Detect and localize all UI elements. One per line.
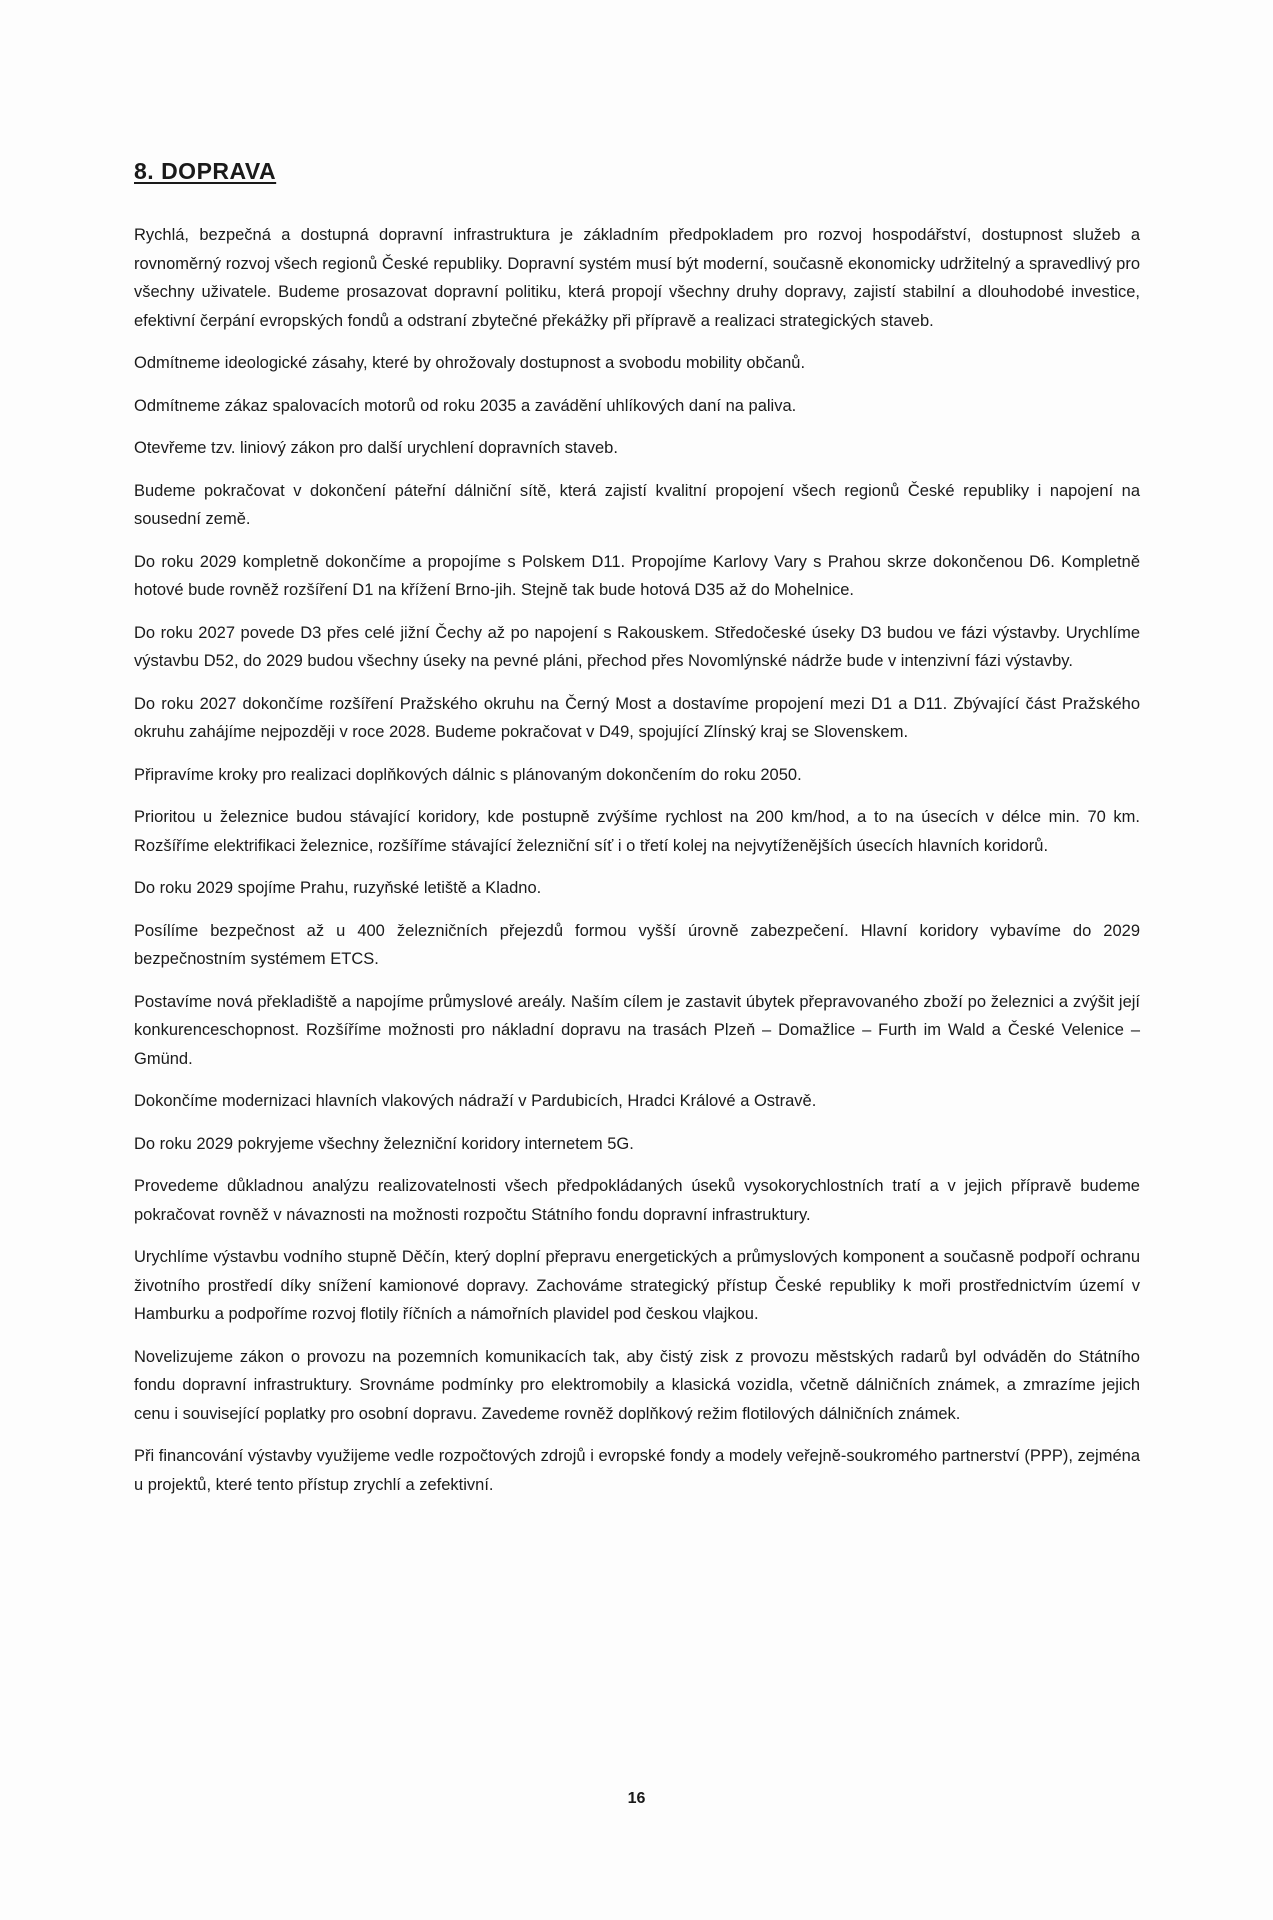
- paragraph: Do roku 2029 spojíme Prahu, ruzyňské letiště a Kladno.: [134, 879, 542, 897]
- page-content: [134, 158, 1140, 1513]
- section-heading: 8. DOPRAVA: [134, 158, 277, 184]
- paragraph: Do roku 2029 kompletně dokončíme a propojíme s Polskem D11. Propojíme Karlovy Vary s Prahou skrze dokončenou D6. Kompletně hotové bude rovněž rozšíření D1 na křížení Brno-jih. Stejně tak bude hotová D35 až do Mohelnice.: [134, 552, 1140, 599]
- paragraph: Otevřeme tzv. liniový zákon pro další urychlení dopravních staveb.: [134, 439, 618, 457]
- paragraph: Do roku 2027 dokončíme rozšíření Pražského okruhu na Černý Most a dostavíme propojení mezi D1 a D11. Zbývající část Pražského okruhu zahájíme nejpozději v roce 2028. Budeme pokračovat v D49, spojující Zlínský kraj se Slovenskem.: [134, 694, 1140, 741]
- paragraph: Dokončíme modernizaci hlavních vlakových nádraží v Pardubicích, Hradci Králové a Ostravě.: [134, 1092, 817, 1110]
- paragraph: Urychlíme výstavbu vodního stupně Děčín, který doplní přepravu energetických a průmyslových komponent a současně podpoří ochranu životního prostředí díky snížení kamionové dopravy. Zachováme strategický přístup České republiky k moři prostřednictvím území v Hamburku a podpoříme rozvoj flotily říčních a námořních plavidel pod českou vlajkou.: [134, 1248, 1140, 1323]
- paragraph: Prioritou u železnice budou stávající koridory, kde postupně zvýšíme rychlost na 200 km/hod, a to na úsecích v délce min. 70 km. Rozšíříme elektrifikaci železnice, rozšíříme stávající železniční síť i o třetí kolej na nejvytíženějších úsecích hlavních koridorů.: [134, 808, 1140, 855]
- paragraph: Rychlá, bezpečná a dostupná dopravní infrastruktura je základním předpokladem pro rozvoj hospodářství, dostupnost služeb a rovnoměrný rozvoj všech regionů České republiky. Dopravní systém musí být moderní, současně ekonomicky udržitelný a spravedlivý pro všechny uživatele. Budeme prosazovat dopravní politiku, která propojí všechny druhy dopravy, zajistí stabilní a dlouhodobé investice, efektivní čerpání evropských fondů a odstraní zbytečné překážky při přípravě a realizaci strategických staveb.: [134, 226, 1140, 330]
- page-number: 16: [627, 1790, 646, 1807]
- paragraph: Odmítneme ideologické zásahy, které by ohrožovaly dostupnost a svobodu mobility občanů.: [134, 354, 806, 372]
- paragraph: Při financování výstavby využijeme vedle rozpočtových zdrojů i evropské fondy a modely veřejně-soukromého partnerství (PPP), zejména u projektů, které tento přístup zrychlí a zefektivní.: [134, 1447, 1140, 1494]
- paragraph: Připravíme kroky pro realizaci doplňkových dálnic s plánovaným dokončením do roku 2050.: [134, 765, 802, 784]
- paragraph: Novelizujeme zákon o provozu na pozemních komunikacích tak, aby čistý zisk z provozu městských radarů byl odváděn do Státního fondu dopravní infrastruktury. Srovnáme podmínky pro elektromobily a klasická vozidla, včetně dálničních známek, a zmrazíme jejich cenu i související poplatky pro osobní dopravu. Zavedeme rovněž doplňkový režim flotilových dálničních známek.: [134, 1347, 1140, 1423]
- paragraph: Provedeme důkladnou analýzu realizovatelnosti všech předpokládaných úseků vysokorychlostních tratí a v jejich přípravě budeme pokračovat rovněž v návaznosti na možnosti rozpočtu Státního fondu dopravní infrastruktury.: [134, 1177, 1140, 1224]
- paragraph: Do roku 2027 povede D3 přes celé jižní Čechy až po napojení s Rakouskem. Středočeské úseky D3 budou ve fázi výstavby. Urychlíme výstavbu D52, do 2029 budou všechny úseky na pevné pláni, přechod přes Novomlýnské nádrže bude v intenzivní fázi výstavby.: [134, 623, 1140, 670]
- paragraph: Postavíme nová překladiště a napojíme průmyslové areály. Naším cílem je zastavit úbytek přepravovaného zboží po železnici a zvýšit její konkurenceschopnost. Rozšíříme možnosti pro nákladní dopravu na trasách Plzeň – Domažlice – Furth im Wald a České Velenice – Gmünd.: [134, 992, 1140, 1068]
- paragraph: Posílíme bezpečnost až u 400 železničních přejezdů formou vyšší úrovně zabezpečení. Hlavní koridory vybavíme do 2029 bezpečnostním systémem ETCS.: [134, 921, 1140, 968]
- paragraph: Do roku 2029 pokryjeme všechny železniční koridory internetem 5G.: [134, 1134, 634, 1153]
- paragraph: Budeme pokračovat v dokončení páteřní dálniční sítě, která zajistí kvalitní propojení všech regionů České republiky i napojení na sousední země.: [134, 481, 1140, 528]
- paragraph: Odmítneme zákaz spalovacích motorů od roku 2035 a zavádění uhlíkových daní na paliva.: [134, 396, 797, 415]
